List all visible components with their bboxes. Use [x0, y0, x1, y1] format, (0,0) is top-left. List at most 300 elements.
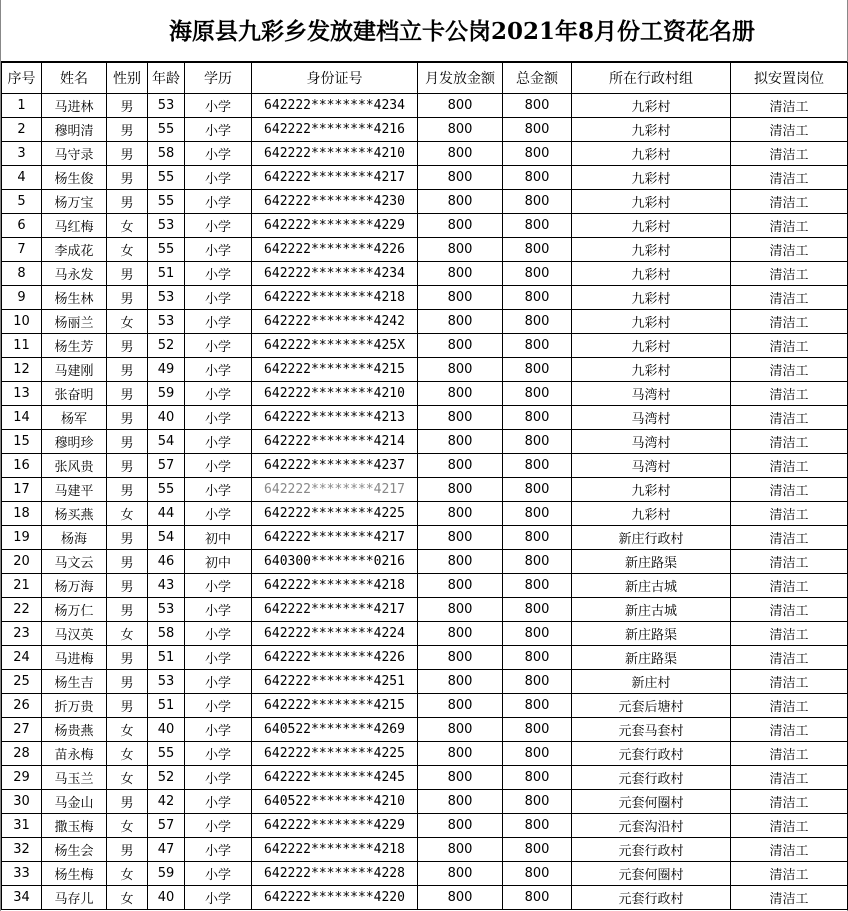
name-cell[interactable]: 杨生吉: [42, 670, 107, 694]
monthly-amount-cell[interactable]: 800: [418, 526, 503, 550]
name-cell[interactable]: 马玉兰: [42, 766, 107, 790]
monthly-amount-cell[interactable]: 800: [418, 670, 503, 694]
age-cell[interactable]: 52: [148, 766, 185, 790]
education-cell[interactable]: 小学: [185, 838, 252, 862]
age-cell[interactable]: 51: [148, 646, 185, 670]
id-number-cell[interactable]: 640522********4210: [252, 790, 418, 814]
village-cell[interactable]: 九彩村: [572, 310, 731, 334]
village-cell[interactable]: 九彩村: [572, 238, 731, 262]
education-cell[interactable]: 小学: [185, 142, 252, 166]
name-cell[interactable]: 马文云: [42, 550, 107, 574]
total-amount-cell[interactable]: 800: [503, 598, 572, 622]
education-cell[interactable]: 小学: [185, 190, 252, 214]
gender-cell[interactable]: 男: [107, 334, 148, 358]
id-number-cell[interactable]: 642222********4245: [252, 766, 418, 790]
id-number-cell[interactable]: 642222********4210: [252, 142, 418, 166]
gender-cell[interactable]: 女: [107, 502, 148, 526]
total-amount-cell[interactable]: 800: [503, 838, 572, 862]
gender-cell[interactable]: 男: [107, 790, 148, 814]
monthly-amount-cell[interactable]: 800: [418, 310, 503, 334]
name-cell[interactable]: 张风贵: [42, 454, 107, 478]
monthly-amount-cell[interactable]: 800: [418, 862, 503, 886]
index-cell[interactable]: 17: [2, 478, 42, 502]
total-amount-cell[interactable]: 800: [503, 574, 572, 598]
monthly-amount-cell[interactable]: 800: [418, 94, 503, 118]
monthly-amount-cell[interactable]: 800: [418, 118, 503, 142]
name-cell[interactable]: 杨海: [42, 526, 107, 550]
id-number-cell[interactable]: 640522********4269: [252, 718, 418, 742]
position-cell[interactable]: 清洁工: [731, 118, 848, 142]
gender-cell[interactable]: 男: [107, 598, 148, 622]
name-cell[interactable]: 杨军: [42, 406, 107, 430]
age-cell[interactable]: 54: [148, 526, 185, 550]
index-cell[interactable]: 8: [2, 262, 42, 286]
header-cell-education[interactable]: 学历: [185, 63, 252, 94]
monthly-amount-cell[interactable]: 800: [418, 598, 503, 622]
index-cell[interactable]: 4: [2, 166, 42, 190]
name-cell[interactable]: 杨生林: [42, 286, 107, 310]
id-number-cell[interactable]: 642222********4218: [252, 286, 418, 310]
name-cell[interactable]: 马建刚: [42, 358, 107, 382]
gender-cell[interactable]: 男: [107, 190, 148, 214]
id-number-cell[interactable]: 642222********4251: [252, 670, 418, 694]
age-cell[interactable]: 49: [148, 358, 185, 382]
total-amount-cell[interactable]: 800: [503, 94, 572, 118]
position-cell[interactable]: 清洁工: [731, 454, 848, 478]
id-number-cell[interactable]: 642222********4217: [252, 166, 418, 190]
index-cell[interactable]: 15: [2, 430, 42, 454]
monthly-amount-cell[interactable]: 800: [418, 358, 503, 382]
gender-cell[interactable]: 男: [107, 142, 148, 166]
total-amount-cell[interactable]: 800: [503, 742, 572, 766]
position-cell[interactable]: 清洁工: [731, 238, 848, 262]
index-cell[interactable]: 5: [2, 190, 42, 214]
gender-cell[interactable]: 女: [107, 814, 148, 838]
monthly-amount-cell[interactable]: 800: [418, 718, 503, 742]
age-cell[interactable]: 53: [148, 598, 185, 622]
monthly-amount-cell[interactable]: 800: [418, 886, 503, 910]
total-amount-cell[interactable]: 800: [503, 118, 572, 142]
age-cell[interactable]: 52: [148, 334, 185, 358]
village-cell[interactable]: 九彩村: [572, 262, 731, 286]
gender-cell[interactable]: 女: [107, 862, 148, 886]
age-cell[interactable]: 53: [148, 670, 185, 694]
monthly-amount-cell[interactable]: 800: [418, 262, 503, 286]
position-cell[interactable]: 清洁工: [731, 670, 848, 694]
index-cell[interactable]: 19: [2, 526, 42, 550]
position-cell[interactable]: 清洁工: [731, 358, 848, 382]
index-cell[interactable]: 16: [2, 454, 42, 478]
name-cell[interactable]: 杨买燕: [42, 502, 107, 526]
age-cell[interactable]: 47: [148, 838, 185, 862]
header-cell-age[interactable]: 年龄: [148, 63, 185, 94]
gender-cell[interactable]: 女: [107, 886, 148, 910]
total-amount-cell[interactable]: 800: [503, 214, 572, 238]
gender-cell[interactable]: 男: [107, 382, 148, 406]
education-cell[interactable]: 小学: [185, 862, 252, 886]
gender-cell[interactable]: 男: [107, 94, 148, 118]
monthly-amount-cell[interactable]: 800: [418, 550, 503, 574]
age-cell[interactable]: 44: [148, 502, 185, 526]
monthly-amount-cell[interactable]: 800: [418, 406, 503, 430]
monthly-amount-cell[interactable]: 800: [418, 334, 503, 358]
index-cell[interactable]: 29: [2, 766, 42, 790]
total-amount-cell[interactable]: 800: [503, 286, 572, 310]
id-number-cell[interactable]: 642222********4217: [252, 478, 418, 502]
education-cell[interactable]: 小学: [185, 670, 252, 694]
village-cell[interactable]: 元套何圈村: [572, 790, 731, 814]
total-amount-cell[interactable]: 800: [503, 382, 572, 406]
position-cell[interactable]: 清洁工: [731, 214, 848, 238]
gender-cell[interactable]: 女: [107, 214, 148, 238]
id-number-cell[interactable]: 642222********4224: [252, 622, 418, 646]
education-cell[interactable]: 小学: [185, 358, 252, 382]
name-cell[interactable]: 撒玉梅: [42, 814, 107, 838]
gender-cell[interactable]: 男: [107, 670, 148, 694]
position-cell[interactable]: 清洁工: [731, 886, 848, 910]
total-amount-cell[interactable]: 800: [503, 478, 572, 502]
id-number-cell[interactable]: 642222********4225: [252, 742, 418, 766]
gender-cell[interactable]: 女: [107, 766, 148, 790]
age-cell[interactable]: 55: [148, 118, 185, 142]
id-number-cell[interactable]: 642222********4225: [252, 502, 418, 526]
index-cell[interactable]: 34: [2, 886, 42, 910]
monthly-amount-cell[interactable]: 800: [418, 430, 503, 454]
gender-cell[interactable]: 男: [107, 526, 148, 550]
age-cell[interactable]: 58: [148, 142, 185, 166]
total-amount-cell[interactable]: 800: [503, 190, 572, 214]
village-cell[interactable]: 元套后塘村: [572, 694, 731, 718]
index-cell[interactable]: 21: [2, 574, 42, 598]
education-cell[interactable]: 小学: [185, 790, 252, 814]
index-cell[interactable]: 23: [2, 622, 42, 646]
village-cell[interactable]: 九彩村: [572, 502, 731, 526]
name-cell[interactable]: 杨万宝: [42, 190, 107, 214]
id-number-cell[interactable]: 642222********4220: [252, 886, 418, 910]
header-cell-id-number[interactable]: 身份证号: [252, 63, 418, 94]
education-cell[interactable]: 小学: [185, 286, 252, 310]
education-cell[interactable]: 初中: [185, 526, 252, 550]
position-cell[interactable]: 清洁工: [731, 190, 848, 214]
name-cell[interactable]: 马守录: [42, 142, 107, 166]
education-cell[interactable]: 小学: [185, 478, 252, 502]
position-cell[interactable]: 清洁工: [731, 526, 848, 550]
education-cell[interactable]: 小学: [185, 310, 252, 334]
index-cell[interactable]: 1: [2, 94, 42, 118]
total-amount-cell[interactable]: 800: [503, 334, 572, 358]
index-cell[interactable]: 6: [2, 214, 42, 238]
id-number-cell[interactable]: 642222********4234: [252, 262, 418, 286]
village-cell[interactable]: 九彩村: [572, 214, 731, 238]
total-amount-cell[interactable]: 800: [503, 406, 572, 430]
name-cell[interactable]: 苗永梅: [42, 742, 107, 766]
village-cell[interactable]: 新庄行政村: [572, 526, 731, 550]
id-number-cell[interactable]: 642222********4237: [252, 454, 418, 478]
total-amount-cell[interactable]: 800: [503, 502, 572, 526]
village-cell[interactable]: 九彩村: [572, 166, 731, 190]
position-cell[interactable]: 清洁工: [731, 502, 848, 526]
header-cell-position[interactable]: 拟安置岗位: [731, 63, 848, 94]
id-number-cell[interactable]: 642222********425X: [252, 334, 418, 358]
id-number-cell[interactable]: 642222********4226: [252, 646, 418, 670]
id-number-cell[interactable]: 642222********4216: [252, 118, 418, 142]
name-cell[interactable]: 杨生芳: [42, 334, 107, 358]
position-cell[interactable]: 清洁工: [731, 166, 848, 190]
header-cell-monthly-amount[interactable]: 月发放金额: [418, 63, 503, 94]
id-number-cell[interactable]: 642222********4217: [252, 526, 418, 550]
gender-cell[interactable]: 男: [107, 478, 148, 502]
gender-cell[interactable]: 男: [107, 262, 148, 286]
id-number-cell[interactable]: 642222********4215: [252, 358, 418, 382]
index-cell[interactable]: 3: [2, 142, 42, 166]
gender-cell[interactable]: 男: [107, 574, 148, 598]
total-amount-cell[interactable]: 800: [503, 262, 572, 286]
name-cell[interactable]: 杨万海: [42, 574, 107, 598]
name-cell[interactable]: 杨生俊: [42, 166, 107, 190]
village-cell[interactable]: 元套行政村: [572, 766, 731, 790]
monthly-amount-cell[interactable]: 800: [418, 694, 503, 718]
monthly-amount-cell[interactable]: 800: [418, 766, 503, 790]
index-cell[interactable]: 31: [2, 814, 42, 838]
monthly-amount-cell[interactable]: 800: [418, 790, 503, 814]
total-amount-cell[interactable]: 800: [503, 310, 572, 334]
total-amount-cell[interactable]: 800: [503, 454, 572, 478]
gender-cell[interactable]: 男: [107, 550, 148, 574]
age-cell[interactable]: 53: [148, 310, 185, 334]
position-cell[interactable]: 清洁工: [731, 790, 848, 814]
village-cell[interactable]: 马湾村: [572, 430, 731, 454]
position-cell[interactable]: 清洁工: [731, 862, 848, 886]
age-cell[interactable]: 43: [148, 574, 185, 598]
name-cell[interactable]: 马存儿: [42, 886, 107, 910]
name-cell[interactable]: 马建平: [42, 478, 107, 502]
position-cell[interactable]: 清洁工: [731, 622, 848, 646]
position-cell[interactable]: 清洁工: [731, 94, 848, 118]
education-cell[interactable]: 小学: [185, 598, 252, 622]
education-cell[interactable]: 小学: [185, 118, 252, 142]
id-number-cell[interactable]: 642222********4217: [252, 598, 418, 622]
village-cell[interactable]: 九彩村: [572, 190, 731, 214]
position-cell[interactable]: 清洁工: [731, 334, 848, 358]
education-cell[interactable]: 小学: [185, 166, 252, 190]
gender-cell[interactable]: 女: [107, 622, 148, 646]
gender-cell[interactable]: 男: [107, 286, 148, 310]
position-cell[interactable]: 清洁工: [731, 646, 848, 670]
position-cell[interactable]: 清洁工: [731, 814, 848, 838]
gender-cell[interactable]: 女: [107, 742, 148, 766]
index-cell[interactable]: 2: [2, 118, 42, 142]
village-cell[interactable]: 元套何圈村: [572, 862, 731, 886]
index-cell[interactable]: 11: [2, 334, 42, 358]
total-amount-cell[interactable]: 800: [503, 886, 572, 910]
gender-cell[interactable]: 男: [107, 694, 148, 718]
education-cell[interactable]: 小学: [185, 814, 252, 838]
village-cell[interactable]: 元套沟沿村: [572, 814, 731, 838]
id-number-cell[interactable]: 642222********4218: [252, 574, 418, 598]
village-cell[interactable]: 元套行政村: [572, 742, 731, 766]
total-amount-cell[interactable]: 800: [503, 718, 572, 742]
gender-cell[interactable]: 男: [107, 118, 148, 142]
id-number-cell[interactable]: 642222********4234: [252, 94, 418, 118]
monthly-amount-cell[interactable]: 800: [418, 382, 503, 406]
education-cell[interactable]: 小学: [185, 430, 252, 454]
position-cell[interactable]: 清洁工: [731, 262, 848, 286]
village-cell[interactable]: 九彩村: [572, 94, 731, 118]
header-cell-index[interactable]: 序号: [2, 63, 42, 94]
total-amount-cell[interactable]: 800: [503, 526, 572, 550]
village-cell[interactable]: 马湾村: [572, 454, 731, 478]
age-cell[interactable]: 55: [148, 190, 185, 214]
index-cell[interactable]: 32: [2, 838, 42, 862]
monthly-amount-cell[interactable]: 800: [418, 454, 503, 478]
id-number-cell[interactable]: 642222********4242: [252, 310, 418, 334]
gender-cell[interactable]: 男: [107, 430, 148, 454]
education-cell[interactable]: 初中: [185, 550, 252, 574]
name-cell[interactable]: 马进梅: [42, 646, 107, 670]
name-cell[interactable]: 李成花: [42, 238, 107, 262]
header-cell-total-amount[interactable]: 总金额: [503, 63, 572, 94]
village-cell[interactable]: 九彩村: [572, 358, 731, 382]
total-amount-cell[interactable]: 800: [503, 238, 572, 262]
id-number-cell[interactable]: 642222********4229: [252, 814, 418, 838]
monthly-amount-cell[interactable]: 800: [418, 838, 503, 862]
name-cell[interactable]: 穆明清: [42, 118, 107, 142]
village-cell[interactable]: 九彩村: [572, 334, 731, 358]
total-amount-cell[interactable]: 800: [503, 862, 572, 886]
index-cell[interactable]: 30: [2, 790, 42, 814]
age-cell[interactable]: 55: [148, 742, 185, 766]
gender-cell[interactable]: 男: [107, 358, 148, 382]
position-cell[interactable]: 清洁工: [731, 382, 848, 406]
index-cell[interactable]: 24: [2, 646, 42, 670]
village-cell[interactable]: 九彩村: [572, 286, 731, 310]
age-cell[interactable]: 55: [148, 238, 185, 262]
village-cell[interactable]: 新庄古城: [572, 598, 731, 622]
age-cell[interactable]: 53: [148, 214, 185, 238]
education-cell[interactable]: 小学: [185, 238, 252, 262]
name-cell[interactable]: 杨生会: [42, 838, 107, 862]
position-cell[interactable]: 清洁工: [731, 694, 848, 718]
monthly-amount-cell[interactable]: 800: [418, 166, 503, 190]
education-cell[interactable]: 小学: [185, 406, 252, 430]
index-cell[interactable]: 10: [2, 310, 42, 334]
position-cell[interactable]: 清洁工: [731, 478, 848, 502]
id-number-cell[interactable]: 640300********0216: [252, 550, 418, 574]
position-cell[interactable]: 清洁工: [731, 766, 848, 790]
age-cell[interactable]: 59: [148, 382, 185, 406]
index-cell[interactable]: 18: [2, 502, 42, 526]
index-cell[interactable]: 26: [2, 694, 42, 718]
name-cell[interactable]: 马进林: [42, 94, 107, 118]
monthly-amount-cell[interactable]: 800: [418, 238, 503, 262]
village-cell[interactable]: 新庄路渠: [572, 550, 731, 574]
age-cell[interactable]: 51: [148, 694, 185, 718]
monthly-amount-cell[interactable]: 800: [418, 814, 503, 838]
age-cell[interactable]: 55: [148, 166, 185, 190]
age-cell[interactable]: 40: [148, 406, 185, 430]
education-cell[interactable]: 小学: [185, 454, 252, 478]
position-cell[interactable]: 清洁工: [731, 430, 848, 454]
age-cell[interactable]: 57: [148, 814, 185, 838]
education-cell[interactable]: 小学: [185, 502, 252, 526]
index-cell[interactable]: 9: [2, 286, 42, 310]
monthly-amount-cell[interactable]: 800: [418, 742, 503, 766]
index-cell[interactable]: 25: [2, 670, 42, 694]
monthly-amount-cell[interactable]: 800: [418, 574, 503, 598]
index-cell[interactable]: 14: [2, 406, 42, 430]
village-cell[interactable]: 九彩村: [572, 142, 731, 166]
id-number-cell[interactable]: 642222********4230: [252, 190, 418, 214]
total-amount-cell[interactable]: 800: [503, 622, 572, 646]
id-number-cell[interactable]: 642222********4213: [252, 406, 418, 430]
education-cell[interactable]: 小学: [185, 382, 252, 406]
total-amount-cell[interactable]: 800: [503, 550, 572, 574]
village-cell[interactable]: 新庄村: [572, 670, 731, 694]
position-cell[interactable]: 清洁工: [731, 718, 848, 742]
monthly-amount-cell[interactable]: 800: [418, 142, 503, 166]
id-number-cell[interactable]: 642222********4210: [252, 382, 418, 406]
age-cell[interactable]: 54: [148, 430, 185, 454]
village-cell[interactable]: 马湾村: [572, 406, 731, 430]
age-cell[interactable]: 55: [148, 478, 185, 502]
total-amount-cell[interactable]: 800: [503, 646, 572, 670]
education-cell[interactable]: 小学: [185, 334, 252, 358]
education-cell[interactable]: 小学: [185, 766, 252, 790]
education-cell[interactable]: 小学: [185, 886, 252, 910]
education-cell[interactable]: 小学: [185, 718, 252, 742]
name-cell[interactable]: 杨丽兰: [42, 310, 107, 334]
education-cell[interactable]: 小学: [185, 94, 252, 118]
id-number-cell[interactable]: 642222********4226: [252, 238, 418, 262]
position-cell[interactable]: 清洁工: [731, 406, 848, 430]
id-number-cell[interactable]: 642222********4218: [252, 838, 418, 862]
total-amount-cell[interactable]: 800: [503, 430, 572, 454]
age-cell[interactable]: 40: [148, 718, 185, 742]
education-cell[interactable]: 小学: [185, 742, 252, 766]
index-cell[interactable]: 33: [2, 862, 42, 886]
village-cell[interactable]: 元套行政村: [572, 838, 731, 862]
age-cell[interactable]: 58: [148, 622, 185, 646]
index-cell[interactable]: 13: [2, 382, 42, 406]
age-cell[interactable]: 51: [148, 262, 185, 286]
total-amount-cell[interactable]: 800: [503, 358, 572, 382]
position-cell[interactable]: 清洁工: [731, 574, 848, 598]
total-amount-cell[interactable]: 800: [503, 694, 572, 718]
gender-cell[interactable]: 女: [107, 310, 148, 334]
index-cell[interactable]: 22: [2, 598, 42, 622]
age-cell[interactable]: 57: [148, 454, 185, 478]
id-number-cell[interactable]: 642222********4228: [252, 862, 418, 886]
total-amount-cell[interactable]: 800: [503, 142, 572, 166]
gender-cell[interactable]: 女: [107, 718, 148, 742]
age-cell[interactable]: 40: [148, 886, 185, 910]
name-cell[interactable]: 杨贵燕: [42, 718, 107, 742]
village-cell[interactable]: 马湾村: [572, 382, 731, 406]
monthly-amount-cell[interactable]: 800: [418, 478, 503, 502]
position-cell[interactable]: 清洁工: [731, 598, 848, 622]
age-cell[interactable]: 53: [148, 94, 185, 118]
position-cell[interactable]: 清洁工: [731, 550, 848, 574]
index-cell[interactable]: 12: [2, 358, 42, 382]
monthly-amount-cell[interactable]: 800: [418, 214, 503, 238]
index-cell[interactable]: 27: [2, 718, 42, 742]
total-amount-cell[interactable]: 800: [503, 766, 572, 790]
total-amount-cell[interactable]: 800: [503, 790, 572, 814]
age-cell[interactable]: 59: [148, 862, 185, 886]
name-cell[interactable]: 马金山: [42, 790, 107, 814]
education-cell[interactable]: 小学: [185, 694, 252, 718]
name-cell[interactable]: 杨万仁: [42, 598, 107, 622]
